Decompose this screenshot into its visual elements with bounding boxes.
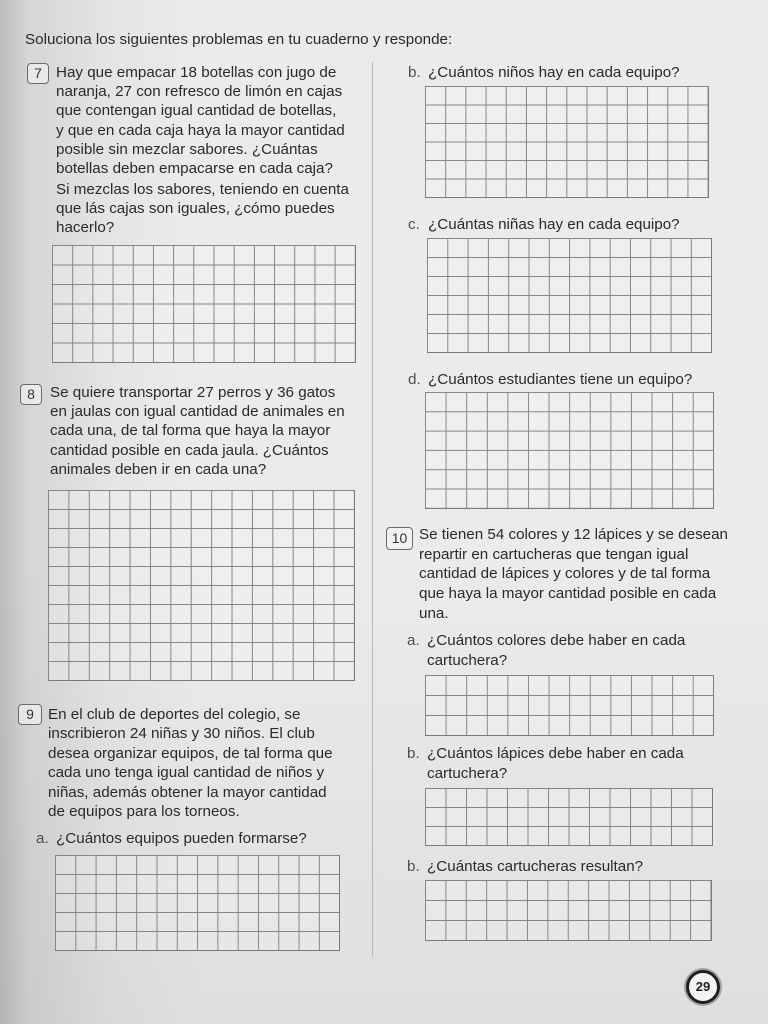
sub-question-text — [428, 370, 692, 389]
statement-line: animales deben ir en cada una? — [50, 460, 267, 478]
question-line: ¿Cuántas cartucheras resultan? — [427, 858, 644, 875]
statement-line: botellas deben empacarse en cada caja? — [56, 160, 333, 178]
question-line: ¿Cuántos estudiantes tiene un equipo? — [428, 371, 693, 388]
question-line: ¿Cuántos equipos pueden formarse? — [56, 830, 307, 847]
question-line: ¿Cuántos colores debe haber en cada — [427, 632, 686, 649]
statement-line: que haya la mayor cantidad posible en cada — [419, 585, 717, 603]
statement-line: cantidad de lápices y colores y de tal forma — [419, 565, 711, 583]
statement-line: en jaulas con igual cantidad de animales en — [50, 403, 345, 421]
question-line: ¿Cuántos niños hay en cada equipo? — [428, 64, 680, 81]
statement-line: En el club de deportes del colegio, se — [48, 706, 301, 723]
sub-question-label: a. — [407, 632, 420, 649]
page-number: 29 — [686, 970, 720, 1004]
statement-line: Se tienen 54 colores y 12 lápices y se desean — [419, 526, 729, 543]
problem-followup — [56, 180, 349, 238]
answer-grid — [425, 880, 712, 941]
problem-statement — [48, 705, 333, 821]
statement-line: cantidad posible en cada jaula. ¿Cuántos — [50, 441, 329, 459]
answer-grid — [425, 392, 714, 509]
problem-number-badge: 10 — [386, 527, 413, 550]
question-line: cartuchera? — [427, 764, 508, 782]
statement-line: y que en cada caja haya la mayor cantidad — [56, 121, 345, 139]
statement-line: de equipos para los torneos. — [48, 803, 240, 821]
statement-line: Hay que empacar 18 botellas con jugo de — [56, 64, 337, 81]
statement-line: niñas, además obtener la mayor cantidad — [48, 783, 327, 801]
statement-line: una. — [419, 604, 449, 622]
answer-grid — [48, 490, 355, 681]
answer-grid — [52, 245, 356, 363]
sub-question-label: c. — [408, 216, 420, 233]
answer-grid — [55, 855, 340, 951]
problem-statement — [56, 63, 345, 178]
sub-question-label: b. — [407, 858, 420, 875]
answer-grid — [427, 238, 712, 353]
sub-question-text — [427, 744, 684, 784]
followup-line: que lás cajas son iguales, ¿cómo puedes — [56, 200, 335, 218]
sub-question-text — [428, 215, 680, 234]
statement-line: Se quiere transportar 27 perros y 36 gatos — [50, 384, 336, 401]
statement-line: naranja, 27 con refresco de limón en cajas — [56, 83, 343, 101]
statement-line: repartir en cartucheras que tengan igual — [419, 545, 689, 563]
statement-line: desea organizar equipos, de tal forma que — [48, 744, 333, 762]
sub-question-text — [427, 631, 685, 671]
sub-question-text — [427, 857, 643, 876]
column-divider — [372, 62, 373, 957]
sub-question-label: b. — [407, 745, 420, 762]
statement-line: cada uno tenga igual cantidad de niños y — [48, 764, 325, 782]
problem-statement — [50, 383, 345, 479]
statement-line: posible sin mezclar sabores. ¿Cuántas — [56, 140, 318, 158]
question-line: ¿Cuántos lápices debe haber en cada — [427, 745, 684, 762]
problem-statement — [419, 525, 728, 624]
answer-grid — [425, 675, 714, 736]
followup-line: hacerlo? — [56, 219, 115, 237]
problem-number-badge: 7 — [27, 63, 49, 84]
problem-number-badge: 9 — [18, 704, 42, 725]
statement-line: que contengan igual cantidad de botellas, — [56, 102, 337, 120]
followup-line: Si mezclas los sabores, teniendo en cuenta — [56, 181, 349, 198]
question-line: cartuchera? — [427, 651, 508, 669]
sub-question-label: a. — [36, 830, 49, 847]
question-line: ¿Cuántas niñas hay en cada equipo? — [428, 216, 680, 233]
sub-question-text — [56, 829, 307, 848]
problem-number-badge: 8 — [20, 384, 42, 405]
sub-question-label: b. — [408, 64, 421, 81]
answer-grid — [425, 86, 709, 198]
sub-question-label: d. — [408, 371, 421, 388]
statement-line: cada una, de tal forma que haya la mayor — [50, 422, 331, 440]
statement-line: inscribieron 24 niñas y 30 niños. El club — [48, 725, 315, 743]
answer-grid — [425, 788, 713, 846]
page-instruction: Soluciona los siguientes problemas en tu cuaderno y responde: — [25, 31, 453, 48]
sub-question-text — [428, 63, 680, 82]
